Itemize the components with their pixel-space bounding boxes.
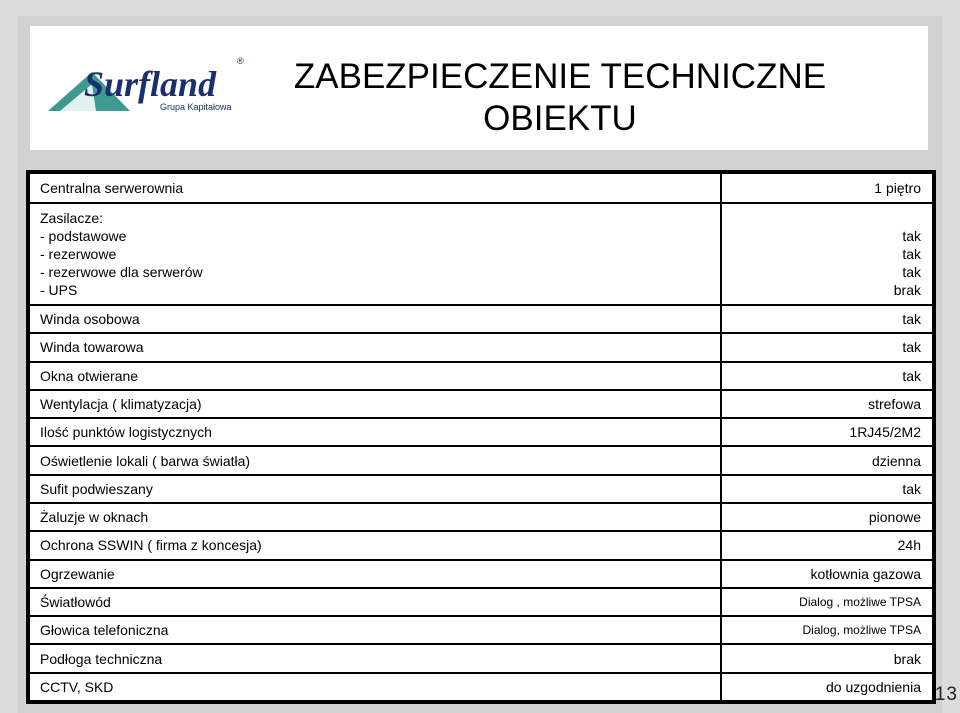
power-label: - rezerwowe dla serwerów — [40, 264, 203, 280]
row-label: Winda osobowa — [29, 305, 721, 333]
row-value: Dialog , możliwe TPSA — [721, 588, 933, 616]
specification-table — [26, 170, 936, 704]
row-value: do uzgodnienia — [721, 673, 933, 701]
logo-tagline: Grupa Kapitałowa — [160, 102, 232, 112]
table-row — [29, 305, 933, 333]
table-row-power — [29, 203, 933, 305]
table-row — [29, 531, 933, 559]
logo-graphic — [34, 34, 259, 150]
table-row — [29, 475, 933, 503]
surfland-logo — [34, 34, 259, 150]
row-value: 24h — [721, 531, 933, 559]
table-row — [29, 390, 933, 418]
table-row — [29, 588, 933, 616]
row-label: Oświetlenie lokali ( barwa światła) — [29, 446, 721, 474]
table-row — [29, 644, 933, 672]
row-label: Ochrona SSWIN ( firma z koncesja) — [29, 531, 721, 559]
power-value: tak — [902, 246, 921, 262]
row-value: Dialog, możliwe TPSA — [721, 616, 933, 644]
logo-brand-text: Surfland — [84, 64, 217, 104]
row-label: Ogrzewanie — [29, 560, 721, 588]
table-row — [29, 418, 933, 446]
row-label: Żaluzje w oknach — [29, 503, 721, 531]
row-value: tak — [721, 333, 933, 361]
row-label: Ilość punktów logistycznych — [29, 418, 721, 446]
table-row — [29, 362, 933, 390]
power-label-heading: Zasilacze: — [40, 210, 104, 226]
row-value: tak — [721, 362, 933, 390]
power-label: - UPS — [40, 282, 78, 298]
row-value: 1RJ45/2M2 — [721, 418, 933, 446]
table-row — [29, 173, 933, 203]
power-value: brak — [893, 282, 921, 298]
page-title — [250, 56, 870, 140]
row-label: Okna otwierane — [29, 362, 721, 390]
power-labels — [29, 203, 721, 305]
row-label: CCTV, SKD — [29, 673, 721, 701]
row-label: Wentylacja ( klimatyzacja) — [29, 390, 721, 418]
table-row — [29, 446, 933, 474]
row-value: 1 piętro — [721, 173, 933, 203]
row-label: Podłoga techniczna — [29, 644, 721, 672]
row-value: dzienna — [721, 446, 933, 474]
logo-registered-mark: ® — [237, 56, 244, 66]
title-line-2: OBIEKTU — [483, 99, 637, 138]
power-label: - podstawowe — [40, 228, 127, 244]
row-value: tak — [721, 475, 933, 503]
table-row — [29, 333, 933, 361]
row-label: Sufit podwieszany — [29, 475, 721, 503]
power-value: tak — [902, 264, 921, 280]
row-value: strefowa — [721, 390, 933, 418]
page-number: 13 — [934, 684, 958, 705]
row-label: Centralna serwerownia — [29, 173, 721, 203]
power-values — [721, 203, 933, 305]
row-label: Światłowód — [29, 588, 721, 616]
table-row — [29, 503, 933, 531]
row-value: pionowe — [721, 503, 933, 531]
power-value-blank — [732, 209, 921, 227]
row-value: kotłownia gazowa — [721, 560, 933, 588]
row-label: Głowica telefoniczna — [29, 616, 721, 644]
table-row — [29, 560, 933, 588]
table-row — [29, 616, 933, 644]
row-value: tak — [721, 305, 933, 333]
table-row — [29, 673, 933, 701]
title-line-1: ZABEZPIECZENIE TECHNICZNE — [293, 57, 827, 96]
row-value: brak — [721, 644, 933, 672]
power-value: tak — [902, 228, 921, 244]
power-label: - rezerwowe — [40, 246, 117, 262]
row-label: Winda towarowa — [29, 333, 721, 361]
